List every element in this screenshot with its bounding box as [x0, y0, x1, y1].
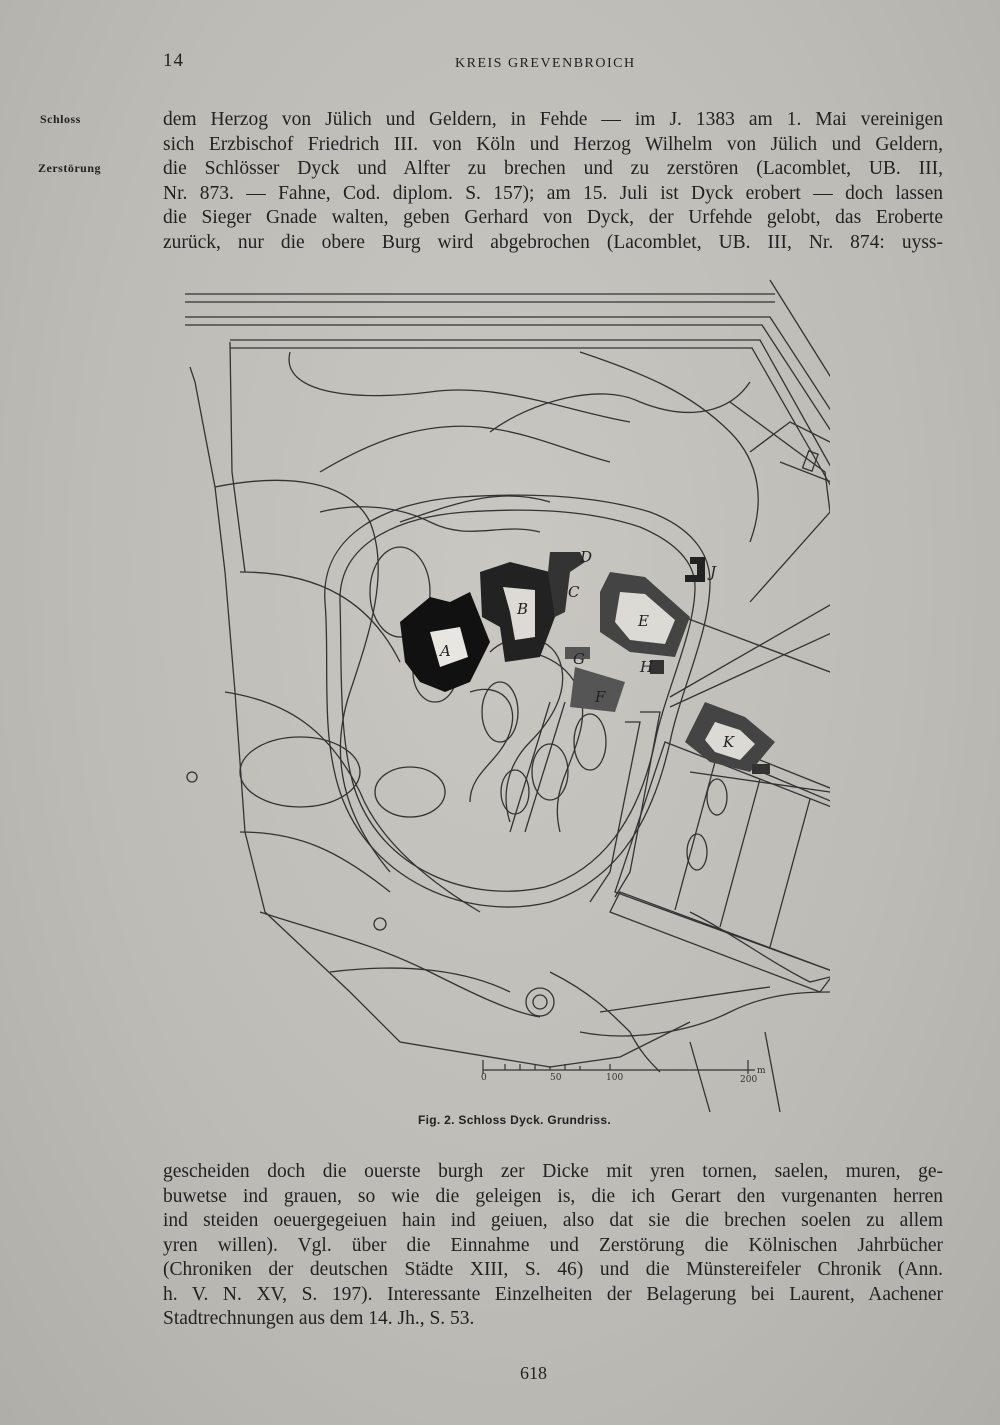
text-line: ind steiden oeuergegeiuen hain ind geiuen, also dat sie die brechen soelen zu allem	[163, 1210, 943, 1231]
building-e	[600, 572, 690, 657]
building-g	[565, 647, 590, 668]
margin-note-schloss: Schloss	[40, 112, 81, 126]
text-line: yren willen). Vgl. über die Einnahme und Zerstörung die Kölnischen Jahrbücher	[163, 1234, 943, 1256]
text-line: dem Herzog von Jülich und Geldern, in Fehde — im J. 1383 am 1. Mai vereinigen	[163, 109, 943, 130]
label-c: C	[568, 583, 580, 601]
paragraph-bottom	[163, 1160, 943, 1332]
label-f: F	[595, 688, 606, 706]
text-line: gescheiden doch die ouerste burgh zer Dicke mit yren tornen, saelen, muren, ge-	[163, 1161, 943, 1182]
text-line: Stadtrechnungen aus dem 14. Jh., S. 53.	[163, 1308, 475, 1329]
scale-label-100: 100	[606, 1073, 624, 1083]
page-number-top: 14	[163, 50, 184, 71]
scale-bar	[481, 1060, 766, 1085]
label-a: A	[440, 642, 451, 660]
text-line: (Chroniken der deutschen Städte XIII, S. 46) und die Münstereifeler Chronik (Ann.	[163, 1259, 943, 1280]
label-h: H	[640, 658, 654, 676]
figure-caption: Fig. 2. Schloss Dyck. Grundriss.	[418, 1113, 611, 1127]
castle-ground-plan	[170, 272, 830, 1112]
building-b	[480, 562, 555, 662]
label-j: J	[710, 563, 717, 581]
text-line: die Sieger Gnade walten, geben Gerhard von Dyck, der Urfehde gelobt, das Eroberte	[163, 207, 943, 228]
text-line: h. V. N. XV, S. 197). Interessante Einzelheiten der Belagerung bei Laurent, Aachener	[163, 1283, 943, 1305]
text-line: zurück, nur die obere Burg wird abgebrochen (Lacomblet, UB. III, Nr. 874: uyss-	[163, 231, 943, 253]
label-d: D	[580, 548, 593, 566]
label-k: K	[723, 733, 735, 751]
text-line: die Schlösser Dyck und Alfter zu brechen und zu zerstören (Lacomblet, UB. III,	[163, 158, 943, 179]
margin-note-zerstoerung: Zerstörung	[38, 161, 101, 175]
building-f	[570, 667, 625, 712]
building-h	[639, 658, 664, 676]
scale-label-0: 0	[481, 1073, 487, 1083]
label-b: B	[517, 600, 529, 618]
building-k	[685, 702, 775, 774]
text-line: sich Erzbischof Friedrich III. von Köln und Herzog Wilhelm von Jülich und Geldern,	[163, 133, 943, 155]
scale-label-unit: m	[757, 1066, 766, 1076]
scale-label-50: 50	[550, 1073, 562, 1083]
scale-label-200: 200	[740, 1075, 758, 1085]
label-e: E	[638, 612, 649, 630]
running-head: KREIS GREVENBROICH	[455, 56, 636, 71]
ground-plan-drawing	[170, 272, 830, 1112]
text-line: Nr. 873. — Fahne, Cod. diplom. S. 157); am 15. Juli ist Dyck erobert — doch lassen	[163, 182, 943, 204]
building-j	[685, 557, 717, 582]
text-line: buwetse ind grauen, so wie die geleigen is, die ich Gerart den vurgenanten herren	[163, 1185, 943, 1207]
paragraph-top	[163, 108, 943, 255]
label-g: G	[573, 650, 585, 668]
page-number-bottom: 618	[520, 1363, 547, 1383]
